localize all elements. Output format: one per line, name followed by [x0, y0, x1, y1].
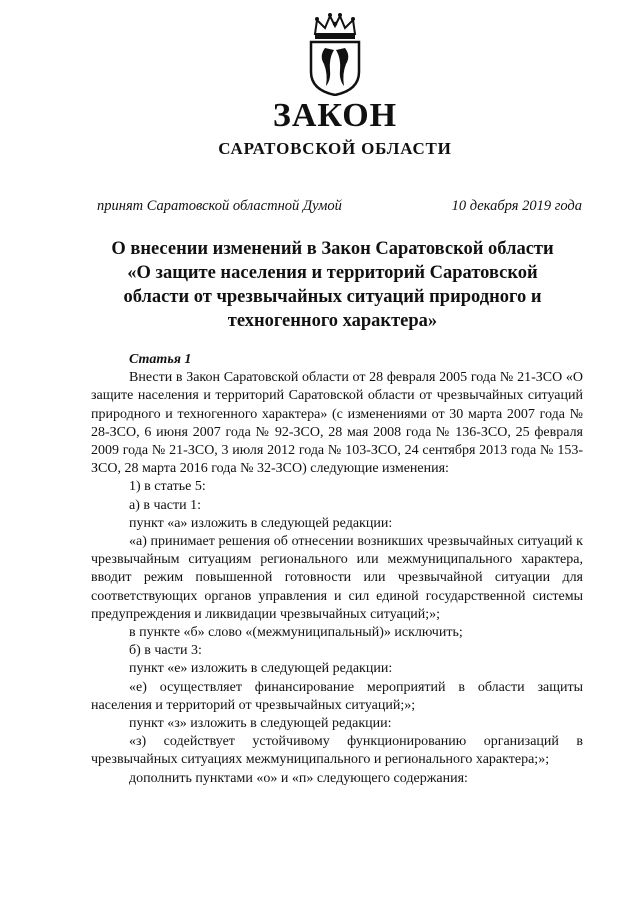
article-body	[91, 351, 583, 788]
adoption-date: 10 декабря 2019 года	[451, 198, 582, 214]
paragraph: в пункте «б» слово «(межмуниципальный)» исключить;	[129, 625, 463, 641]
law-heading	[90, 237, 575, 333]
heading-line: области от чрезвычайных ситуаций природного и	[123, 287, 542, 307]
article-title: Статья 1	[129, 352, 192, 367]
paragraph: пункт «е» изложить в следующей редакции:	[129, 661, 393, 677]
paragraph: 1) в статье 5:	[129, 479, 206, 495]
paragraph: Внести в Закон Саратовской области от 28 февраля 2005 года № 21-ЗСО «О защите населения и территорий Саратовской области от чрезвычайных ситуаций природного и техногенного характера» (с изменениями от 30 марта 2007 года № 28-ЗСО, 6 июня 2007 года № 92-ЗСО, 28 мая 2008 года № 136-ЗСО, 25 февраля 2009 года № 21-ЗСО, 3 июля 2012 года № 103-ЗСО, 24 сентября 2013 года № 153-ЗСО, 28 марта 2016 года № 32-ЗСО) следующие изменения:	[91, 370, 583, 477]
paragraph: пункт «а» изложить в следующей редакции:	[129, 515, 393, 531]
heading-line: техногенного характера»	[227, 311, 438, 331]
paragraph: дополнить пунктами «о» и «п» следующего содержания:	[129, 770, 468, 786]
paragraph: «з) содействует устойчивому функционированию организаций в чрезвычайных ситуациях межмуниципального и регионального характера;»;	[91, 734, 583, 768]
heading-line: О внесении изменений в Закон Саратовской области	[111, 239, 554, 259]
paragraph: а) в части 1:	[129, 497, 201, 513]
coat-of-arms-icon	[305, 12, 365, 96]
document-title: ЗАКОН	[272, 97, 398, 134]
paragraph: «е) осуществляет финансирование мероприятий в области защиты населения и территорий от чрезвычайных ситуаций;»;	[91, 679, 583, 713]
heading-line: «О защите населения и территорий Саратовской	[127, 263, 538, 283]
paragraph: б) в части 3:	[129, 643, 202, 659]
document-subtitle: САРАТОВСКОЙ ОБЛАСТИ	[218, 139, 452, 158]
paragraph: «а) принимает решения об отнесении возникших чрезвычайных ситуаций к чрезвычайным ситуациям регионального или межмуниципального характера, вводит режим повышенной готовности или чрезвычайной ситуации для соответствующих органов управления и сил единой государственной системы предупреждения и ликвидации чрезвычайных ситуаций;»;	[91, 534, 583, 622]
adoption-row	[97, 198, 582, 215]
adopted-by: принят Саратовской областной Думой	[97, 198, 342, 214]
paragraph: пункт «з» изложить в следующей редакции:	[129, 716, 392, 732]
